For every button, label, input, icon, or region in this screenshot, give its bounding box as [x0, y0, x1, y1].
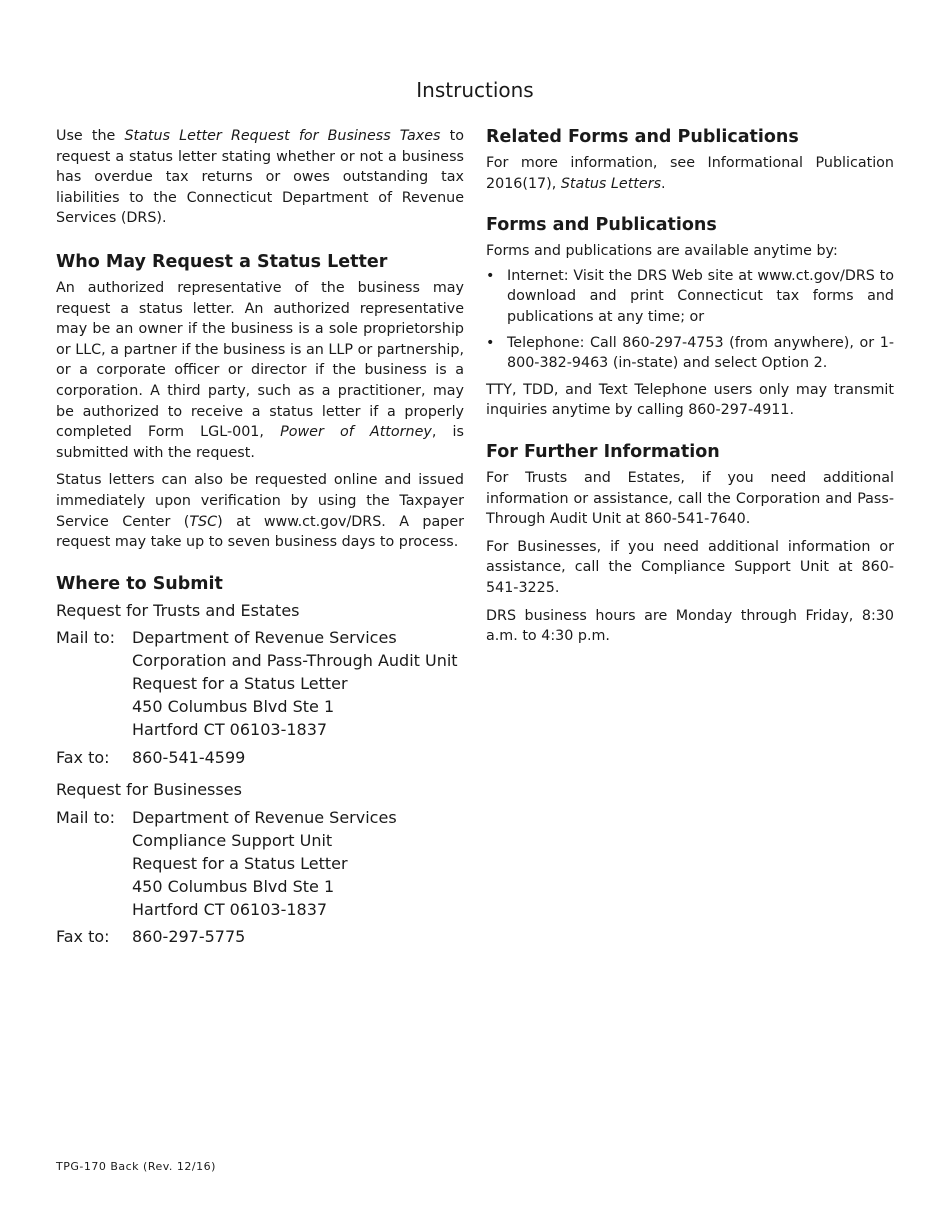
address-line: Hartford CT 06103-1837 [132, 719, 328, 739]
fax-label: Fax to: [56, 926, 110, 946]
trusts-fax [56, 746, 464, 769]
businesses-mail-address [56, 806, 464, 921]
fax-number: 860-541-4599 [132, 747, 246, 767]
trusts-mail-address [56, 626, 464, 741]
trusts-address-lines [132, 626, 458, 741]
intro-paragraph: Use the Status Letter Request for Business Taxes to request a status letter stating whether or not a business has overdue tax returns or owes outstanding tax liabilities to the Connecticut Department of Revenue Services (DRS). [56, 128, 465, 227]
businesses-subheading: Request for Businesses [56, 779, 242, 799]
businesses-contact-paragraph: For Businesses, if you need additional information or assistance, call the Compliance Support Unit at 860-541-3225. [486, 538, 894, 596]
tty-paragraph: TTY, TDD, and Text Telephone users only may transmit inquiries anytime by calling 860-297-4911. [486, 381, 894, 419]
further-information-heading: For Further Information [486, 441, 720, 462]
address-line: Request for a Status Letter [132, 853, 348, 873]
address-line: 450 Columbus Blvd Ste 1 [132, 876, 335, 896]
address-line: Department of Revenue Services [132, 627, 397, 647]
trusts-subheading: Request for Trusts and Estates [56, 600, 300, 620]
who-may-request-paragraph: An authorized representative of the business may request a status letter. An authorized representative may be an owner if the business is a sole proprietorship or LLC, a partner if the business is an LLP or partnership, or a corporate officer or director if the business is a corporation. A third party, such as a practitioner, may be authorized to receive a status letter if a properly completed Form LGL-001, Power of Attorney, is submitted with the request. [56, 279, 464, 461]
related-forms-heading: Related Forms and Publications [486, 127, 799, 147]
address-line: Request for a Status Letter [132, 673, 348, 693]
trusts-contact-paragraph: For Trusts and Estates, if you need additional information or assistance, call the Corporation and Pass-Through Audit Unit at 860-541-7640. [486, 469, 894, 528]
telephone-bullet: • Telephone: Call 860-297-4753 (from anywhere), or 1-800-382-9463 (in-state) and select Option 2. [486, 333, 894, 374]
availability-list [486, 266, 894, 374]
who-may-request-heading: Who May Request a Status Letter [56, 251, 388, 272]
address-line: 450 Columbus Blvd Ste 1 [132, 696, 335, 716]
fax-label: Fax to: [56, 747, 110, 767]
address-line: Corporation and Pass-Through Audit Unit [132, 650, 458, 670]
forms-publications-intro: Forms and publications are available anytime by: [486, 243, 838, 260]
fax-number: 860-297-5775 [132, 926, 246, 946]
where-to-submit-heading: Where to Submit [56, 573, 223, 594]
mail-label: Mail to: [56, 807, 116, 827]
businesses-fax [56, 925, 464, 948]
internet-bullet: • Internet: Visit the DRS Web site at www.ct.gov/DRS to download and print Connecticut tax forms and publications at any time; or [486, 266, 894, 328]
online-request-paragraph: Status letters can also be requested online and issued immediately upon verification by using the Taxpayer Service Center (TSC) at www.ct.gov/DRS. A paper request may take up to seven business days to process. [56, 472, 464, 551]
mail-label: Mail to: [56, 627, 116, 647]
businesses-address-lines [132, 806, 397, 921]
forms-publications-heading: Forms and Publications [486, 215, 717, 236]
page-title: Instructions [416, 78, 534, 102]
related-forms-paragraph: For more information, see Informational Publication 2016(17), Status Letters. [486, 155, 894, 192]
address-line: Compliance Support Unit [132, 830, 333, 850]
address-line: Department of Revenue Services [132, 807, 397, 827]
business-hours-paragraph: DRS business hours are Monday through Friday, 8:30 a.m. to 4:30 p.m. [486, 607, 894, 645]
right-column [486, 126, 894, 647]
form-footer-code: TPG-170 Back (Rev. 12/16) [56, 1160, 216, 1173]
address-line: Hartford CT 06103-1837 [132, 899, 328, 919]
left-column [56, 126, 464, 948]
